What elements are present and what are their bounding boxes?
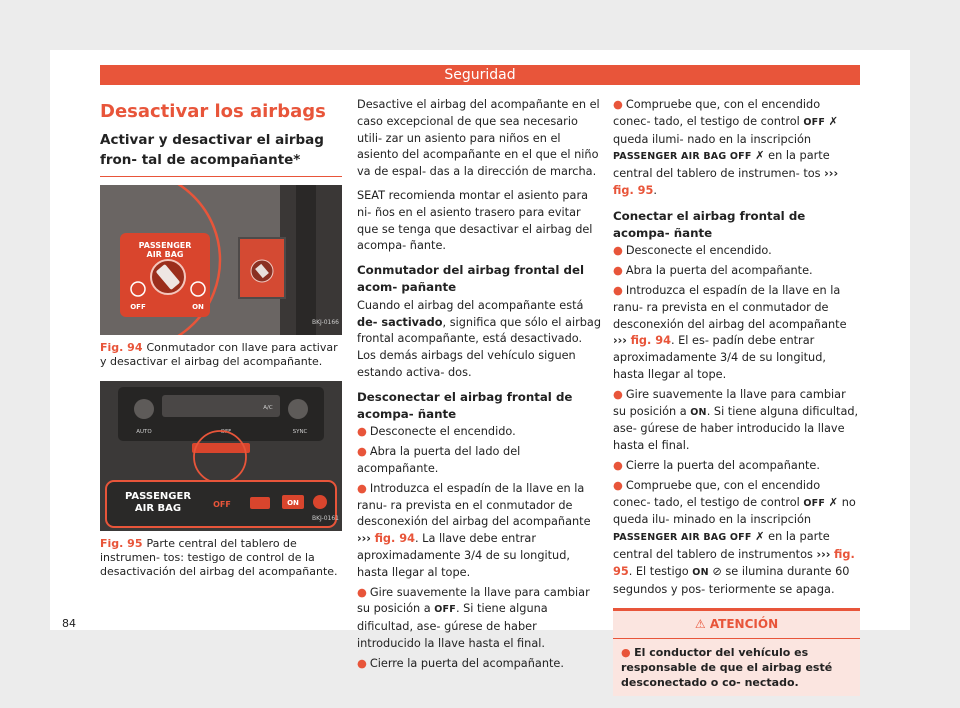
heading-connect: Conectar el airbag frontal de acompa- ñante (613, 208, 806, 240)
warning-title: ATENCIÓN (709, 617, 779, 632)
list-item (357, 656, 602, 673)
figure-link[interactable]: fig. 94 (374, 532, 415, 546)
text: Introduzca el espadín de la llave en la ranu- ra prevista en el conmutador de desconexión del airbag del acompañante (613, 283, 847, 331)
bullet-icon: ● (613, 478, 623, 492)
arrows-icon: ››› (613, 334, 627, 348)
text: , significa que sólo el airbag frontal acompañante, está desactivado. Los demás airbags del vehículo siguen estando activa- dos. (357, 315, 602, 379)
hvac-ac-label: A/C (263, 405, 273, 411)
figure-95-caption (100, 537, 342, 579)
list-item (613, 387, 860, 455)
warning-header (613, 611, 860, 639)
text: Cierre la puerta del acompañante. (625, 458, 820, 472)
airbag-switch-illustration (100, 185, 342, 335)
list-item (613, 243, 860, 260)
list-item (613, 97, 860, 200)
arrows-icon: ››› (816, 547, 831, 561)
warning-icon: ⚠ (694, 617, 710, 632)
bullet-icon: ● (613, 387, 623, 401)
hvac-auto-label: AUTO (136, 429, 152, 435)
text: Abra la puerta del acompañante. (625, 264, 813, 278)
text: . (653, 183, 657, 197)
indicator-label-airbag: AIR BAG (134, 503, 182, 514)
text: Introduzca el espadín de la llave en la ranu- ra prevista en el conmutador de desconexión del airbag del acompañante (357, 481, 591, 529)
indicator-tag: OFF (803, 116, 826, 128)
airbag-off-icon: ✗ (825, 114, 839, 128)
indicator-tag: OFF (803, 497, 826, 509)
airbag-off-icon: ✗ (751, 149, 769, 163)
right-column (613, 97, 860, 696)
section-title: Desactivar los airbags (100, 101, 326, 122)
bullet-icon: ● (621, 646, 635, 660)
text: . La llave debe entrar aproximadamente 3/4 de su longitud, hasta llegar al tope. (357, 532, 570, 579)
bullet-icon: ● (357, 425, 367, 439)
indicator-tag: ON (690, 406, 707, 418)
text: . El es- padín debe entrar aproximadamente 3/4 de su longitud, hasta llegar al tope. (613, 334, 826, 381)
bullet-icon: ● (357, 656, 367, 670)
text: se ilumina durante 60 segundos y pos- teriormente se apaga. (613, 564, 850, 596)
arrows-icon: ››› (357, 532, 371, 546)
indicator-tag: PASSENGER AIR BAG OFF (613, 532, 752, 544)
bullet-icon: ● (357, 445, 367, 459)
list-item (613, 263, 860, 280)
indicator-tag: ON (692, 566, 709, 578)
figure-94-caption (100, 341, 342, 369)
airbag-on-icon: ⊘ (708, 564, 722, 578)
text: Compruebe que, con el encendido conec- tado, el testigo de control (613, 478, 821, 509)
text: Gire suavemente la llave para cambiar su posición a (357, 585, 590, 616)
figure-code: BKJ-0166 (311, 319, 339, 327)
figure-code: BKJ-0161 (311, 515, 339, 523)
figure-link[interactable]: fig. 95 (613, 183, 654, 197)
airbag-off-icon: ✗ (825, 495, 842, 509)
heading-disconnect: Desconectar el airbag frontal de acompa- ñante (357, 389, 573, 421)
text: . Si tiene alguna dificultad, ase- gúrese de haber introducido la llave hasta el final. (613, 404, 859, 453)
text: Desconecte el encendido. (369, 425, 516, 439)
indicator-on-label: ON (287, 499, 299, 507)
warning-box (613, 608, 860, 696)
bold-text: de- sactivado (357, 315, 443, 329)
middle-column (357, 97, 602, 676)
list-item (357, 481, 602, 582)
text: Desconecte el encendido. (625, 244, 772, 258)
caption-text: Parte central del tablero de instrumen- tos: testigo de control de la desactivación del airbag del acompañante. (100, 537, 338, 578)
switch-label-off: OFF (130, 303, 146, 311)
list-item (357, 424, 602, 441)
switch-label-passenger: PASSENGER (138, 241, 192, 250)
switch-label-on: ON (192, 303, 204, 311)
bullet-icon: ● (613, 264, 623, 278)
bullet-icon: ● (357, 481, 367, 495)
left-column (100, 100, 342, 579)
text: . El testigo (628, 564, 693, 578)
bullet-icon: ● (613, 98, 623, 111)
text: Cuando el airbag del acompañante está (357, 298, 584, 312)
warning-item (621, 645, 852, 690)
dashboard-illustration (100, 381, 342, 531)
figure-link[interactable]: fig. 94 (630, 334, 671, 348)
text: queda ilumi- nado en la inscripción (613, 132, 812, 146)
subsection-title: Activar y desactivar el airbag fron- tal de acompañante* (100, 130, 342, 177)
text: . Si tiene alguna dificultad, ase- gúrese de haber introducido la llave hasta el final. (357, 602, 548, 650)
list-item (357, 444, 602, 478)
indicator-tag: OFF (434, 604, 456, 616)
text: Cierre la puerta del acompañante. (369, 656, 564, 670)
paragraph: SEAT recomienda montar el asiento para ni- ños en el asiento trasero para evitar que se tenga que desactivar el airbag del acompa- ñante. (357, 188, 593, 253)
figure-label: Fig. 94 (100, 341, 143, 354)
text: Compruebe que, con el encendido conec- tado, el testigo de control (613, 98, 821, 128)
figure-link[interactable]: fig. 95 (613, 547, 855, 578)
heading-switch: Conmutador del airbag frontal del acom- pañante (357, 263, 584, 294)
section-header: Seguridad (100, 65, 860, 85)
warning-text: El conductor del vehículo es responsable de que el airbag esté desconectado o co- nectado. (621, 646, 833, 690)
text: en la parte central del tablero de instrumen- tos (613, 149, 830, 181)
arrows-icon: ››› (824, 167, 839, 181)
indicator-tag: PASSENGER AIR BAG OFF (613, 151, 752, 163)
bullet-icon: ● (613, 283, 623, 297)
bullet-icon: ● (357, 585, 367, 599)
bullet-icon: ● (613, 244, 623, 258)
figure-label: Fig. 95 (100, 537, 143, 550)
paragraph: Desactive el airbag del acompañante en el caso excepcional de que sea necesario utili- zar un asiento para niños en el asiento del acompañante en el que el niño va de espal- das a la dirección de marcha. (357, 98, 600, 179)
text: en la parte central del tablero de instrumentos (613, 530, 830, 561)
hvac-off-label: OFF (220, 429, 232, 435)
list-item (613, 283, 860, 384)
list-item (613, 458, 860, 475)
text: no queda ilu- minado en la inscripción (613, 495, 856, 527)
text: Gire suavemente la llave para cambiar su posición a (613, 387, 846, 418)
figure-95-image (100, 381, 342, 531)
text: Abra la puerta del lado del acompañante. (357, 445, 521, 475)
airbag-off-icon: ✗ (751, 530, 769, 544)
caption-text: Conmutador con llave para activar y desactivar el airbag del acompañante. (100, 341, 338, 368)
bullet-icon: ● (613, 458, 623, 472)
figure-94-image (100, 185, 342, 335)
page-number: 84 (62, 617, 76, 630)
paragraph (357, 298, 602, 382)
switch-label-airbag: AIR BAG (146, 250, 184, 259)
hvac-sync-label: SYNC (292, 429, 308, 435)
indicator-label-passenger: PASSENGER (124, 491, 192, 502)
list-item (613, 478, 860, 599)
indicator-off-label: OFF (213, 500, 231, 509)
list-item (357, 585, 602, 653)
